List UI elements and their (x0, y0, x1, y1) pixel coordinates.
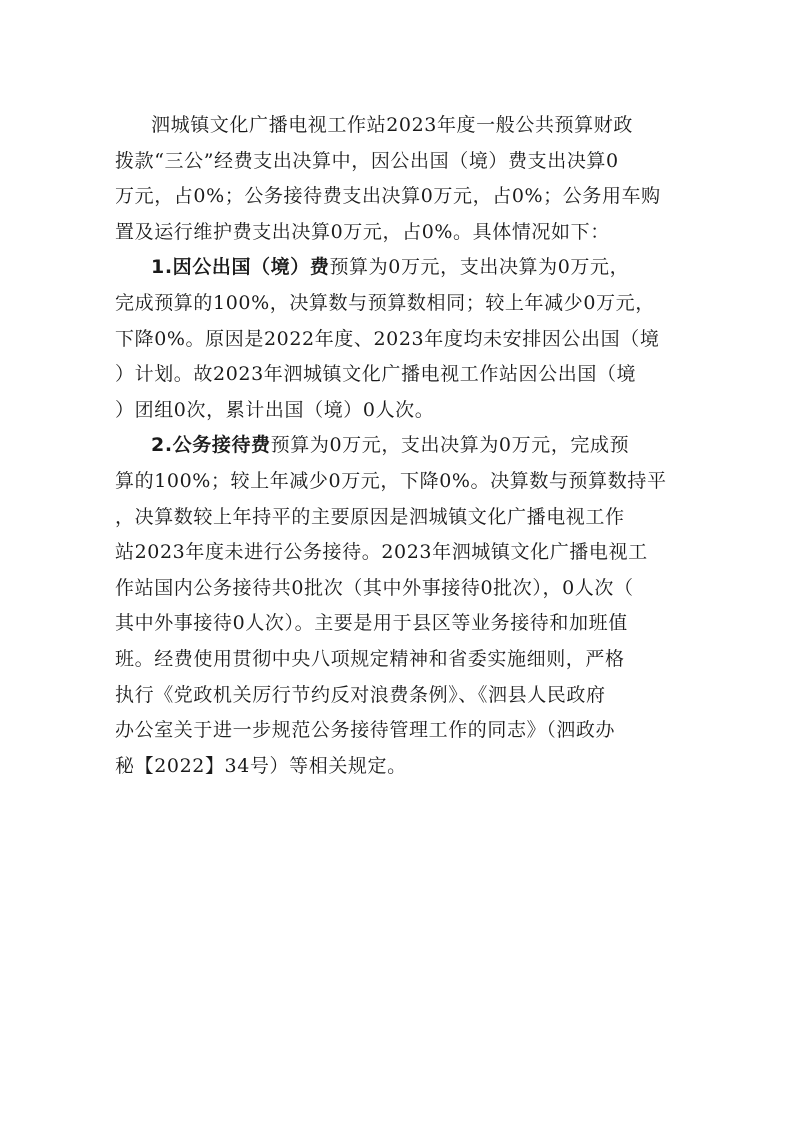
text-line: ）计划。故2023年泗城镇文化广播电视工作站因公出国（境 (115, 363, 637, 386)
text-line: 完成预算的100%，决算数与预算数相同；较上年减少0万元， (115, 291, 655, 314)
text-line: 算的100%；较上年减少0万元，下降0%。决算数与预算数持平 (115, 469, 667, 492)
text-line: 下降0%。原因是2022年度、2023年度均未安排因公出国（境 (115, 327, 660, 350)
text-line: 作站国内公务接待共0批次（其中外事接待0批次），0人次（ (115, 576, 634, 599)
text-line: ，决算数较上年持平的主要原因是泗城镇文化广播电视工作 (115, 505, 625, 528)
text-line: 泗城镇文化广播电视工作站2023年度一般公共预算财政 (151, 114, 633, 136)
text-run: 预算为0万元，支出决算为0万元，完成预 (270, 434, 630, 457)
text-line: 置及运行维护费支出决算0万元，占0%。具体情况如下： (115, 220, 610, 243)
text-line (115, 250, 685, 286)
text-line: 办公室关于进一步规范公务接待管理工作的同志》（泗政办 (115, 719, 616, 742)
section-heading-overseas-travel: 1.因公出国（境）费 (151, 256, 330, 279)
text-line: 秘【2022】34号）等相关规定。 (115, 754, 407, 777)
text-line: 班。经费使用贯彻中央八项规定精神和省委实施细则，严格 (115, 647, 625, 670)
text-run: 预算为0万元，支出决算为0万元， (329, 256, 630, 279)
paragraph-official-reception (115, 428, 685, 784)
paragraph-summary (115, 108, 685, 250)
text-line: 其中外事接待0人次）。主要是用于县区等业务接待和加班值 (115, 612, 628, 635)
text-line: 万元，占0%；公务接待费支出决算0万元，占0%；公务用车购 (115, 185, 661, 208)
text-line (115, 428, 685, 464)
text-line: 拨款“三公”经费支出决算中，因公出国（境）费支出决算0 (115, 149, 619, 172)
document-body (115, 108, 685, 784)
section-heading-official-reception: 2.公务接待费 (151, 434, 271, 457)
text-line: 站2023年度未进行公务接待。2023年泗城镇文化广播电视工 (115, 541, 648, 564)
text-line: 执行《党政机关厉行节约反对浪费条例》、《泗县人民政府 (115, 683, 606, 706)
text-line: ）团组0次，累计出国（境）0人次。 (115, 398, 435, 421)
paragraph-overseas-travel (115, 250, 685, 428)
